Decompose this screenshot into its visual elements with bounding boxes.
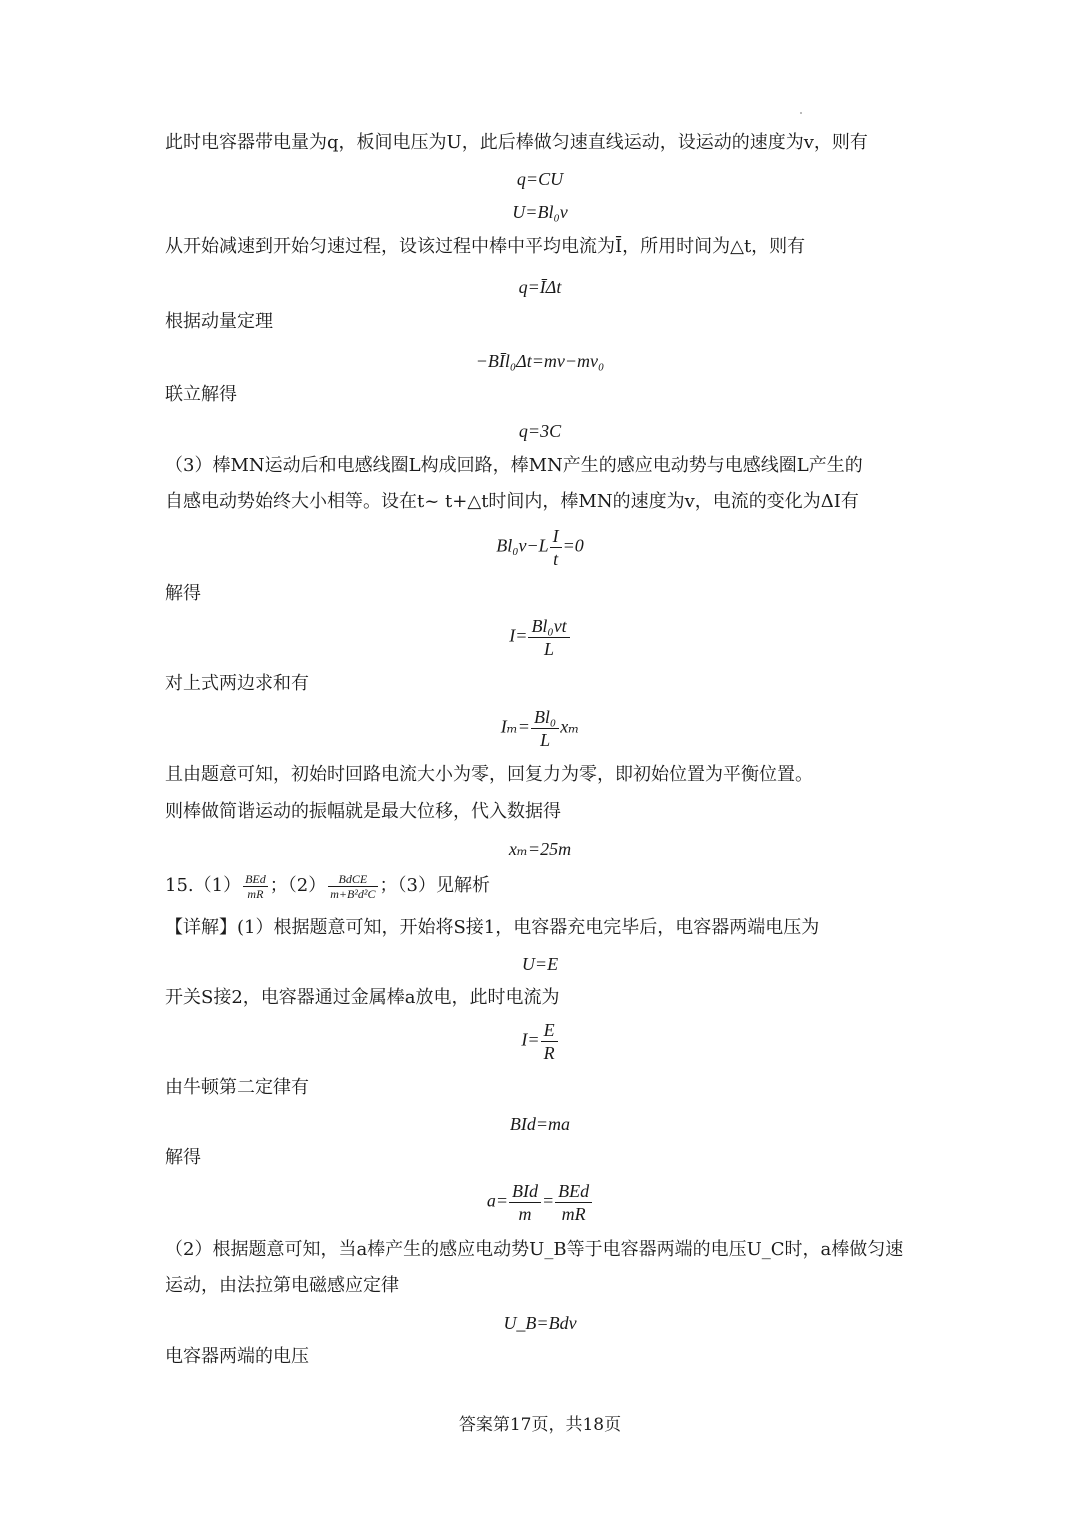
equation-ub-bdv: U_B=Bdv <box>503 1313 577 1333</box>
paragraph-charge-voltage: 此时电容器带电量为q，板间电压为U，此后棒做匀速直线运动，设运动的速度为v，则有 <box>165 132 868 153</box>
paragraph-part3-setup: 自感电动势始终大小相等。设在t~ t+△t时间内，棒MN的速度为v，电流的变化为ΔI有 <box>165 491 859 512</box>
q15-f2-numerator: BdCE <box>328 872 377 887</box>
paragraph-detail-part1: 【详解】(1）根据题意可知，开始将S接1，电容器充电完毕后，电容器两端电压为 <box>165 917 820 938</box>
q15-f1-numerator: BEd <box>245 871 266 886</box>
equation-momentum: −BĪl₀Δt=mv−mv₀ <box>475 351 605 371</box>
eq7-numerator: Bl₀vt <box>528 615 569 638</box>
paragraph-momentum-theorem: 根据动量定理 <box>165 311 273 332</box>
paragraph-sum-both-sides: 对上式两边求和有 <box>165 673 309 694</box>
equation-i-e-r <box>0 1019 1080 1064</box>
paragraph-solve: 解得 <box>165 583 201 604</box>
equation-xm: xₘ=25m <box>508 839 572 859</box>
eq13-numerator-1: BId <box>509 1180 541 1203</box>
equation-q-cu: q=CU <box>516 169 564 189</box>
equation-q-3c: q=3C <box>518 421 562 441</box>
equation-u-blv: U=Bl₀v <box>512 202 568 222</box>
paragraph-faraday-law: 运动，由法拉第电磁感应定律 <box>165 1275 399 1296</box>
eq7-denominator: L <box>544 639 555 659</box>
eq11-denominator: R <box>543 1043 555 1063</box>
eq13-mid: = <box>542 1190 555 1211</box>
q15-suffix: ；（3）见解析 <box>379 875 490 896</box>
eq8-right: xₘ <box>560 716 580 737</box>
q15-f1-denominator: mR <box>247 886 264 901</box>
paragraph-average-current: 从开始减速到开始匀速过程，设该过程中棒中平均电流为Ī，所用时间为△t，则有 <box>165 236 806 257</box>
equation-bid-ma: BId=ma <box>509 1114 571 1134</box>
scan-dot <box>800 112 802 114</box>
eq11-left: I= <box>521 1029 540 1050</box>
eq6-numerator: I <box>550 525 562 548</box>
eq13-fraction-1 <box>509 1180 541 1225</box>
paragraph-part3-intro: （3）棒MN运动后和电感线圈L构成回路，棒MN产生的感应电动势与电感线圈L产生的 <box>165 455 863 476</box>
eq8-denominator: L <box>540 730 551 750</box>
q15-fraction-1 <box>243 872 268 901</box>
paragraph-amplitude: 则棒做简谐运动的振幅就是最大位移，代入数据得 <box>165 801 561 822</box>
page-footer: 答案第17页，共18页 <box>458 1415 622 1435</box>
equation-u-e: U=E <box>521 954 559 974</box>
eq13-fraction-2 <box>555 1180 592 1225</box>
eq6-right: =0 <box>562 535 584 556</box>
eq6-denominator: t <box>553 549 559 569</box>
eq8-left: Iₘ= <box>500 716 530 737</box>
eq11-fraction <box>541 1019 558 1064</box>
paragraph-solve-2: 解得 <box>165 1147 201 1168</box>
q15-fraction-2 <box>328 872 377 901</box>
paragraph-equilibrium: 且由题意可知，初始时回路电流大小为零，回复力为零，即初始位置为平衡位置。 <box>165 764 813 785</box>
eq13-denominator-2: mR <box>561 1204 586 1224</box>
q15-prefix: 15.（1） <box>165 875 242 896</box>
eq6-left: Bl₀v−L <box>496 535 549 556</box>
eq11-numerator: E <box>541 1019 558 1042</box>
eq8-fraction <box>531 706 559 751</box>
q15-f2-denominator: m+B²d²C <box>330 886 376 901</box>
equation-current <box>0 615 1080 660</box>
eq7-left: I= <box>509 625 528 646</box>
paragraph-switch-discharge: 开关S接2，电容器通过金属棒a放电，此时电流为 <box>165 987 560 1008</box>
eq8-numerator: Bl₀ <box>531 706 559 729</box>
equation-q-it: q=ĪΔt <box>518 277 562 297</box>
eq7-fraction <box>528 615 569 660</box>
eq13-numerator-2: BEd <box>555 1180 592 1203</box>
paragraph-capacitor-voltage: 电容器两端的电压 <box>165 1346 309 1367</box>
question-15-answers <box>165 868 925 904</box>
paragraph-part2-intro: （2）根据题意可知，当a棒产生的感应电动势U_B等于电容器两端的电压U_C时，a棒做匀速 <box>165 1239 904 1260</box>
equation-max-current <box>0 706 1080 751</box>
equation-induced-emf <box>0 525 1080 570</box>
eq13-left: a= <box>486 1190 508 1211</box>
q15-mid: ；（2） <box>269 875 327 896</box>
eq6-fraction <box>550 525 562 570</box>
eq13-denominator-1: m <box>518 1204 532 1224</box>
equation-acceleration <box>0 1180 1080 1225</box>
paragraph-newton-second-law: 由牛顿第二定律有 <box>165 1077 309 1098</box>
paragraph-solve-jointly: 联立解得 <box>165 384 237 405</box>
